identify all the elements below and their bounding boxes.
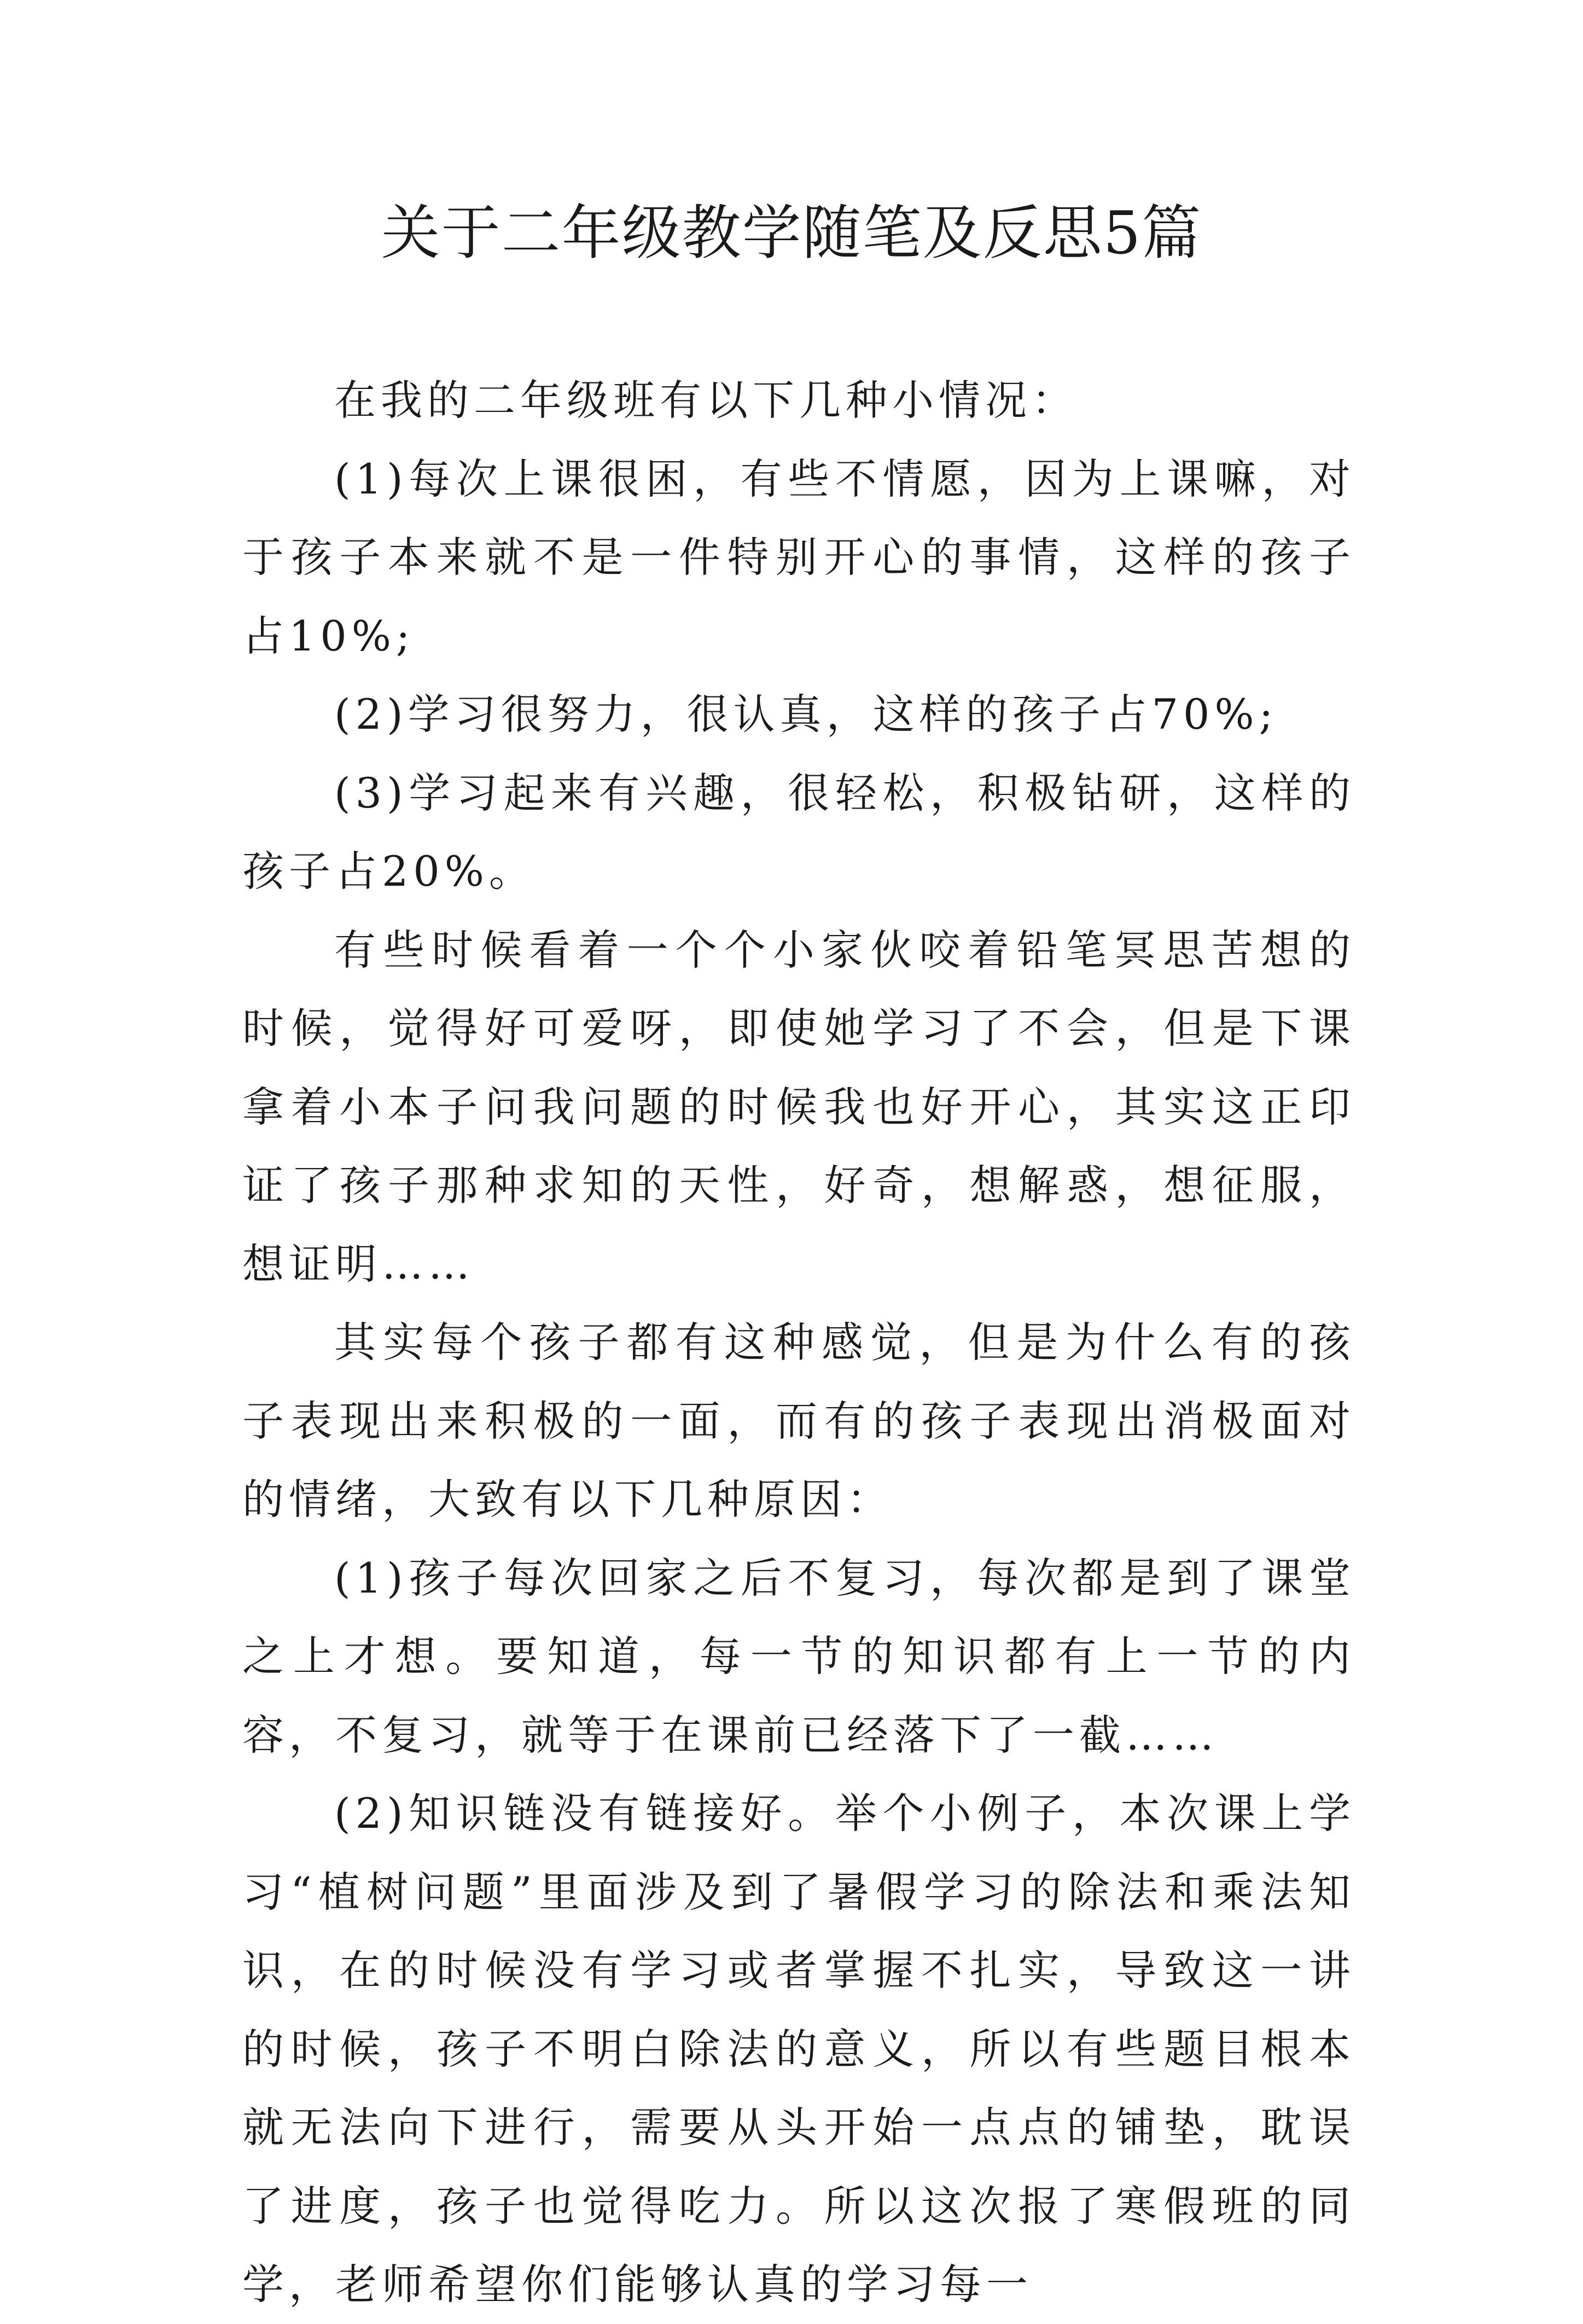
paragraph: (1)孩子每次回家之后不复习，每次都是到了课堂之上才想。要知道，每一节的知识都有上一节的内容，不复习，就等于在课前已经落下了一截…… (242, 1553, 1355, 1759)
paragraph: (1)每次上课很困，有些不情愿，因为上课嘛，对于孩子本来就不是一件特别开心的事情，这样的孩子占10%; (242, 454, 1355, 660)
paragraph: 有些时候看着一个个小家伙咬着铅笔冥思苦想的时候，觉得好可爱呀，即使她学习了不会，但是下课拿着小本子问我问题的时候我也好开心，其实这正印证了孩子那种求知的天性，好奇，想解惑，想征服，想证明…… (242, 925, 1355, 1288)
document-title: 关于二年级教学随笔及反思5篇 (381, 199, 1202, 268)
document-body (242, 361, 1355, 2324)
paragraph: (3)学习起来有兴趣，很轻松，积极钻研，这样的孩子占20%。 (242, 768, 1355, 896)
paragraph: (2)知识链没有链接好。举个小例子，本次课上学习“植树问题”里面涉及到了暑假学习的除法和乘法知识，在的时候没有学习或者掌握不扎实，导致这一讲的时候，孩子不明白除法的意义，所以有些题目根本就无法向下进行，需要从头开始一点点的铺垫，耽误了进度，孩子也觉得吃力。所以这次报了寒假班的同学，老师希望你们能够认真的学习每一 (242, 1789, 1355, 2309)
paragraph: 其实每个孩子都有这种感觉，但是为什么有的孩子表现出来积极的一面，而有的孩子表现出消极面对的情绪，大致有以下几种原因： (242, 1318, 1355, 1524)
paragraph: 在我的二年级班有以下几种小情况： (334, 376, 1078, 425)
paragraph: (2)学习很努力，很认真，这样的孩子占70%; (334, 690, 1278, 739)
